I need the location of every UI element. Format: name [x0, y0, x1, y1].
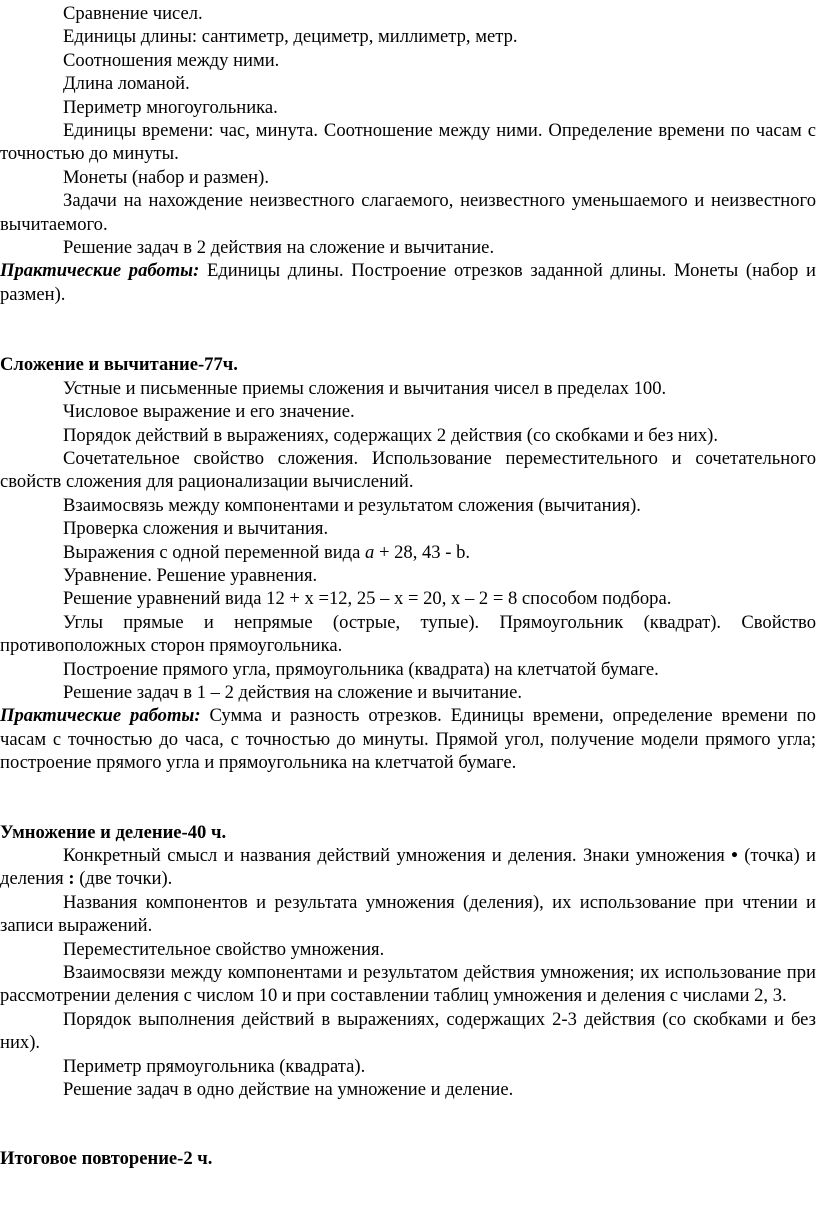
section-heading: Сложение и вычитание-77ч.: [0, 354, 238, 376]
paragraph: Устные и письменные приемы сложения и вычитания чисел в пределах 100.: [63, 377, 667, 399]
text-run: (точка) и деления: [0, 845, 816, 890]
paragraph: Построение прямого угла, прямоугольника (квадрата) на клетчатой бумаге.: [63, 658, 659, 680]
paragraph: Взаимосвязи между компонентами и результатом действия умножения; их использование при рассмотрении деления с числом 10 и при составлении таблиц умножения и деления с числами 2, 3.: [0, 962, 816, 1007]
paragraph: Решение задач в 1 – 2 действия на сложение и вычитание.: [63, 681, 522, 703]
paragraph: Соотношения между ними.: [63, 49, 280, 71]
practical-works-text: Единицы длины. Построение отрезков заданной длины. Монеты (набор и размен).: [0, 260, 816, 305]
text-run: Конкретный смысл и названия действий умножения и деления. Знаки умножения: [63, 845, 732, 866]
paragraph: Единицы времени: час, минута. Соотношение между ними. Определение времени по часам с точностью до минуты.: [0, 120, 816, 165]
paragraph: Решение задач в 2 действия на сложение и вычитание.: [63, 237, 495, 259]
spacer: [0, 1101, 816, 1147]
paragraph: Длина ломаной.: [63, 73, 190, 95]
paragraph: Переместительное свойство умножения.: [63, 938, 385, 960]
paragraph: Монеты (набор и размен).: [63, 166, 269, 188]
expression-prefix: Выражения с одной переменной вида: [63, 541, 366, 563]
variable-a: а: [365, 541, 375, 563]
paragraph: Периметр многоугольника.: [63, 96, 278, 118]
practical-works-paragraph: [0, 704, 816, 774]
practical-works-label: Практические работы:: [0, 260, 200, 282]
section-heading: Умножение и деление-40 ч.: [0, 821, 227, 843]
paragraph: Сочетательное свойство сложения. Использование переместительного и сочетательного свойств сложения для рационализации вычислений.: [0, 447, 816, 493]
text-run: (две точки).: [74, 868, 173, 890]
paragraph: Проверка сложения и вычитания.: [63, 518, 329, 540]
paragraph: [0, 844, 816, 891]
practical-works-paragraph: [0, 259, 816, 306]
paragraph: Периметр прямоугольника (квадрата).: [63, 1055, 366, 1077]
paragraph: Уравнение. Решение уравнения.: [63, 564, 318, 586]
section-heading: Итоговое повторение-2 ч.: [0, 1148, 213, 1170]
paragraph: Задачи на нахождение неизвестного слагаемого, неизвестного уменьшаемого и неизвестного вычитаемого.: [0, 190, 816, 235]
expression-suffix: + 28, 43 - b.: [374, 541, 471, 563]
practical-works-text: Сумма и разность отрезков. Единицы времени, определение времени по часам с точностью до часа, с точностью до минуты. Прямой угол, получение модели прямого угла; построение прямого угла и прямоугольника на клетчатой бумаге.: [0, 705, 816, 774]
practical-works-label: Практические работы:: [0, 705, 201, 727]
paragraph: Названия компонентов и результата умножения (деления), их использование при чтении и записи выражений.: [0, 891, 816, 937]
multiply-sign: •: [731, 845, 738, 866]
spacer: [0, 775, 816, 821]
paragraph: Углы прямые и непрямые (острые, тупые). Прямоугольник (квадрат). Свойство противоположных сторон прямоугольника.: [0, 611, 816, 657]
expression-paragraph: [0, 541, 816, 564]
document-page: [0, 2, 816, 1171]
paragraph: Числовое выражение и его значение.: [63, 401, 355, 423]
paragraph: Решение задач в одно действие на умножение и деление.: [63, 1079, 514, 1101]
paragraph: Сравнение чисел.: [63, 3, 203, 24]
paragraph: Взаимосвязь между компонентами и результатом сложения (вычитания).: [63, 494, 641, 516]
spacer: [0, 306, 816, 353]
paragraph: Порядок действий в выражениях, содержащих 2 действия (со скобками и без них).: [63, 424, 718, 446]
paragraph: Единицы длины: сантиметр, дециметр, миллиметр, метр.: [63, 26, 518, 48]
paragraph: Порядок выполнения действий в выражениях, содержащих 2-3 действия (со скобками и без них).: [0, 1008, 816, 1054]
paragraph: Решение уравнений вида 12 + х =12, 25 – х = 20, х – 2 = 8 способом подбора.: [63, 588, 672, 610]
divide-sign: :: [68, 868, 75, 890]
